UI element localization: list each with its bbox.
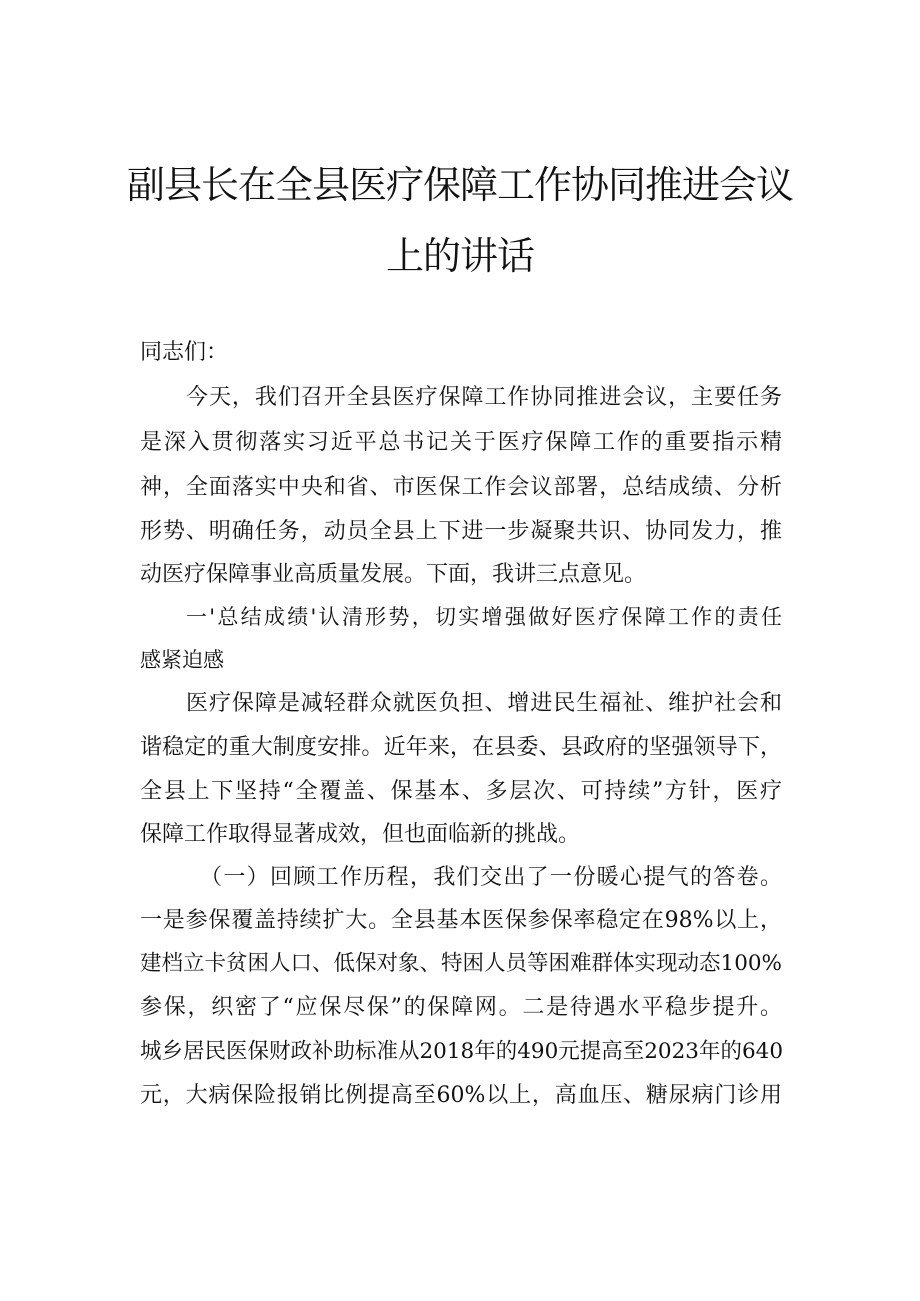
document-title-line-2: 上的讲话 [385, 234, 534, 278]
paragraph-line: 元，大病保险报销比例提高至60%以上，高血压、糖尿病门诊用 [140, 1083, 782, 1108]
salutation: 同志们： [140, 340, 229, 365]
paragraph-line: 参保，织密了“应保尽保”的保障网。二是待遇水平稳步提升。 [140, 995, 782, 1020]
document-title-line-1: 副县长在全县医疗保障工作协同推进会议 [126, 163, 793, 207]
paragraph-line: 保障工作取得显著成效，但也面临新的挑战。 [140, 822, 581, 847]
paragraph-line: 是深入贯彻落实习近平总书记关于医疗保障工作的重要指示精 [140, 430, 782, 455]
paragraph-line: （一）回顾工作历程，我们交出了一份暖心提气的答卷。 [200, 865, 782, 890]
paragraph-line: 神，全面落实中央和省、市医保工作会议部署，总结成绩、分析 [140, 475, 782, 500]
paragraph-line: 一是参保覆盖持续扩大。全县基本医保参保率稳定在98%以上， [140, 908, 782, 933]
paragraph-line: 城乡居民医保财政补助标准从2018年的490元提高至2023年的640 [140, 1039, 784, 1064]
paragraph-line: 医疗保障是减轻群众就医负担、增进民生福祉、维护社会和 [186, 691, 782, 716]
section-heading-line: 一'总结成绩'认清形势，切实增强做好医疗保障工作的责任 [186, 605, 782, 629]
paragraph-line: 建档立卡贫困人口、低保对象、特困人员等困难群体实现动态100% [140, 951, 782, 976]
paragraph-line: 形势、明确任务，动员全县上下进一步凝聚共识、协同发力，推 [140, 519, 782, 544]
paragraph-line: 动医疗保障事业高质量发展。下面，我讲三点意见。 [140, 562, 647, 587]
paragraph-line: 今天，我们召开全县医疗保障工作协同推进会议，主要任务 [186, 385, 782, 410]
paragraph-line: 谐稳定的重大制度安排。近年来，在县委、县政府的坚强领导下， [140, 735, 782, 760]
section-heading-line: 感紧迫感 [140, 648, 224, 672]
paragraph-line: 全县上下坚持“全覆盖、保基本、多层次、可持续”方针，医疗 [140, 779, 782, 804]
